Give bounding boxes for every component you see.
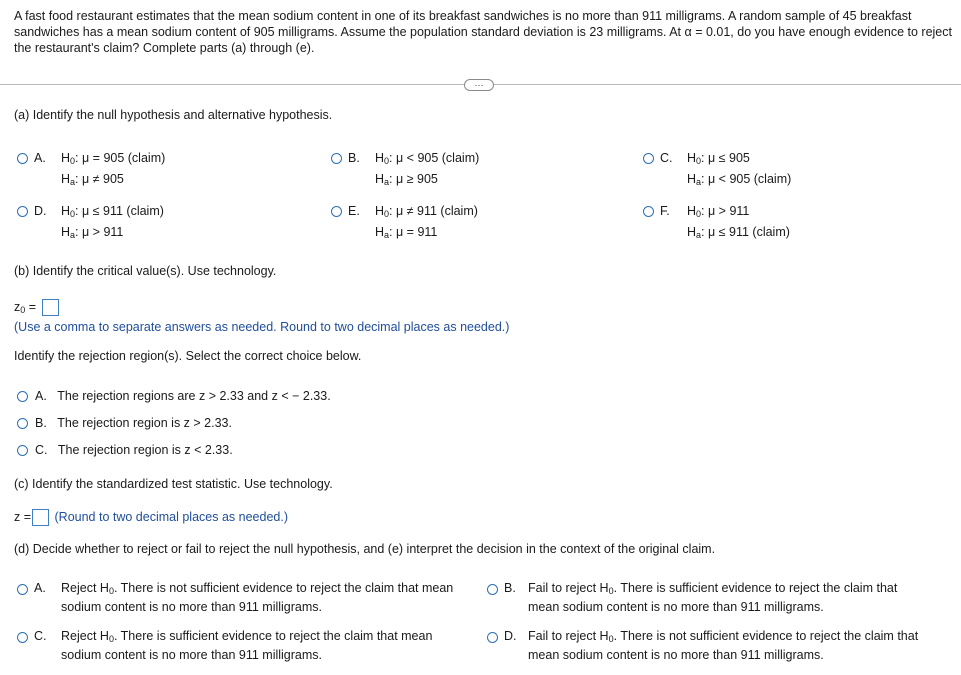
alt-hypothesis: $H_a$: μ < 905 (claim) bbox=[687, 172, 792, 187]
option-letter: E. bbox=[348, 204, 360, 218]
more-button[interactable]: ··· bbox=[464, 79, 494, 91]
null-hypothesis: $H_0$: μ ≤ 905 bbox=[687, 151, 750, 166]
option-letter: C. bbox=[660, 151, 673, 165]
null-hypothesis: $H_0$: μ = 905 (claim) bbox=[61, 151, 166, 166]
radio-region-b[interactable] bbox=[17, 418, 28, 429]
problem-statement: A fast food restaurant estimates that the mean sodium content in one of its breakfast sandwiches is no more than 911 milligrams. A random sample of 45 breakfast sandwiches has a mean sodium content of 905 milligrams. Assume the population standard deviation is 23 milligrams. At α = 0.01, do you have enough evidence to reject the restaurant's claim? Complete parts (a) through (e). bbox=[14, 9, 952, 55]
alt-hypothesis: $H_a$: μ ≤ 911 (claim) bbox=[687, 225, 790, 240]
part-de-prompt: (d) Decide whether to reject or fail to reject the null hypothesis, and (e) interpret the decision in the context of the original claim. bbox=[14, 542, 716, 556]
radio-decision-a[interactable] bbox=[17, 584, 28, 595]
alt-hypothesis: $H_a$: μ = 911 bbox=[375, 225, 438, 240]
critical-value-input[interactable] bbox=[42, 299, 59, 316]
test-statistic-row bbox=[14, 508, 288, 526]
radio-d[interactable] bbox=[17, 206, 28, 217]
alt-hypothesis: $H_a$: μ ≠ 905 bbox=[61, 172, 124, 187]
z-label: z = bbox=[14, 510, 32, 524]
part-c-prompt: (c) Identify the standardized test statistic. Use technology. bbox=[14, 477, 333, 491]
null-hypothesis: $H_0$: μ < 905 (claim) bbox=[375, 151, 480, 166]
radio-decision-b[interactable] bbox=[487, 584, 498, 595]
radio-e[interactable] bbox=[331, 206, 342, 217]
radio-region-c[interactable] bbox=[17, 445, 28, 456]
rejection-region-prompt: Identify the rejection region(s). Select the correct choice below. bbox=[14, 349, 362, 363]
critical-value-hint: (Use a comma to separate answers as needed. Round to two decimal places as needed.) bbox=[14, 320, 510, 334]
radio-decision-c[interactable] bbox=[17, 632, 28, 643]
option-letter: A. bbox=[34, 151, 46, 165]
alt-hypothesis: $H_a$: μ > 911 bbox=[61, 225, 124, 240]
option-letter: F. bbox=[660, 204, 670, 218]
radio-a[interactable] bbox=[17, 153, 28, 164]
alt-hypothesis: $H_a$: μ ≥ 905 bbox=[375, 172, 438, 187]
option-letter: D. bbox=[34, 204, 47, 218]
part-a-prompt: (a) Identify the null hypothesis and alternative hypothesis. bbox=[14, 108, 333, 122]
test-statistic-hint: (Round to two decimal places as needed.) bbox=[54, 510, 288, 524]
null-hypothesis: $H_0$: μ > 911 bbox=[687, 204, 750, 219]
option-letter: B. bbox=[348, 151, 360, 165]
radio-f[interactable] bbox=[643, 206, 654, 217]
radio-c[interactable] bbox=[643, 153, 654, 164]
radio-decision-d[interactable] bbox=[487, 632, 498, 643]
part-b-prompt: (b) Identify the critical value(s). Use technology. bbox=[14, 264, 277, 278]
null-hypothesis: $H_0$: μ ≠ 911 (claim) bbox=[375, 204, 478, 219]
test-statistic-input[interactable] bbox=[32, 509, 49, 526]
null-hypothesis: $H_0$: μ ≤ 911 (claim) bbox=[61, 204, 164, 219]
radio-b[interactable] bbox=[331, 153, 342, 164]
z0-label: $z_0$ = bbox=[14, 300, 37, 315]
critical-value-row bbox=[14, 298, 59, 316]
radio-region-a[interactable] bbox=[17, 391, 28, 402]
